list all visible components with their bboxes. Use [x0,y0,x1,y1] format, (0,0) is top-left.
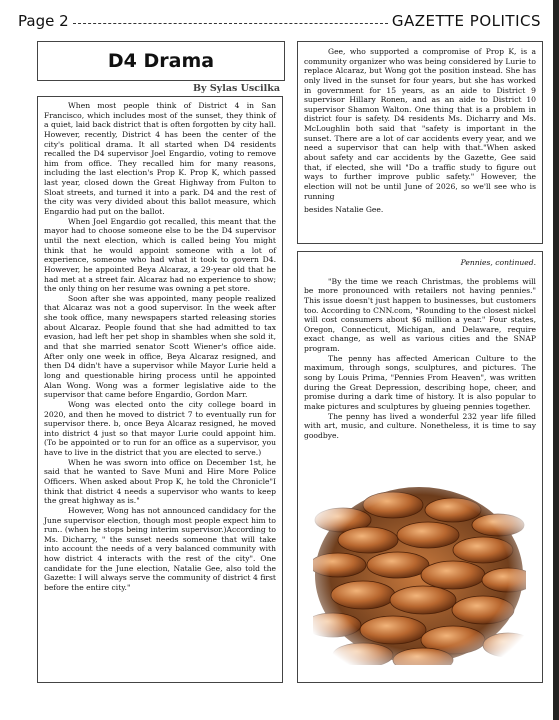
article-paragraph: Soon after she was appointed, many people realized that Alcaraz was not a good supervisor. In the week after she took office, many newspapers started releasing stories about Alcaraz. People found that she had admitted to tax evasion, had left her pet shop in shambles when she sold it, and that she married senator Scott Wiener's office aide. After only one week in office, Beya Alcaraz resigned, and then D4 didn't have a supervisor while Mayor Lurie held a long and questionable hiring process until he appointed Alan Wong. Wong was a former legislative aide to the supervisor that came before Engardio, Gordon Marr. [44,293,276,400]
article-paragraph: Gee, who supported a compromise of Prop K, is a community organizer who was being considered by Lurie to replace Alcaraz, but Wong got the position instead. She has only lived in the sunset for four years, but she has worked in government for 15 years, as an aide to District 9 supervisor Hillary Ronen, and as an aide to District 10 supervisor Shamon Walton. One thing that is a problem in district four is safety. D4 residents Ms. Dicharry and Ms. McLoughlin both said that "safety is important in the sunset. There are a lot of car accidents every year, and we need a supervisor that can help with that."When asked about safety and car accidents by the Gazette, Gee said that, if elected, she will "Do a traffic study to figure out ways to further improve public safety." However, the election will not be until June of 2026, so we'll see who is running [304,47,536,201]
page-number: Page 2 [18,12,69,30]
article-title: D4 Drama [107,50,215,72]
article-paragraph: besides Natalie Gee. [304,205,384,215]
section-name: GAZETTE POLITICS [391,12,541,30]
article-title-box [37,41,285,81]
continued-label: Pennies, continued. [460,258,536,267]
article-paragraph: When most people think of District 4 in San Francisco, which includes most of the sunset, they think of a quiet, laid back district that is often forgotten by city hall. However, recently, District 4 has been the center of the city's political drama. It all started when D4 residents recalled the D4 supervisor Joel Engardio, voting to remove him from office. They recalled him for many reasons, including the last election's Prop K. Prop K, which passed last year, closed down the Great Highway from Fulton to Sloat streets, and turned it into a park. D4 and the rest of the city was very divided about this ballot measure, which Engardio had put on the ballot. [44,101,276,217]
pennies-paragraph: The penny has affected American Culture to the maximum, through songs, sculptures, and pictures. The song by Louis Prima, "Pennies From Heaven", was written during the Great Depression, describing hope, cheer, and promise during a dark time of history. It is also popular to make pictures and sculptures by glueing pennies together. [304,353,536,411]
pennies-image-icon [313,480,526,665]
article-body-left-column [37,96,283,683]
pennies-paragraph: The penny has lived a wonderful 232 year life filled with art, music, and culture. Nonetheless, it is time to say goodbye. [304,411,536,440]
page-header [18,10,541,32]
article-paragraph: When he was sworn into office on December 1st, he said that he wanted to Save Muni and Hire More Police Officers. When asked about Prop K, he told the Chronicle"I think that district 4 needs a supervisor who wants to keep the great highway as is." [44,457,276,506]
article-byline: By Sylas Uscilka [192,83,280,94]
pennies-paragraph: "By the time we reach Christmas, the problems will be more pronounced with retailers not having pennies." This issue doesn't just happen to businesses, but customers too. According to CNN.com, "Rounding to the closest nickel will cost consumers about $6 million a year." Four states, Oregon, Connecticut, Michigan, and Delaware, require exact change, as well as various cities and the SNAP program. [304,276,536,354]
header-dashed-rule [73,23,388,24]
page-edge-bar [553,0,559,720]
article-paragraph: However, Wong has not announced candidacy for the June supervisor election, though most people expect him to run.. (when he stops being interim supervisor.)According to Ms. Dicharry, " the sunset needs someone that will take into account the needs of a very balanced community with how district 4 interacts with the rest of the city". One candidate for the June election, Natalie Gee, also told the Gazette: I will always serve the community of district 4 first before the entire city." [44,505,276,593]
pile-of-pennies-photo [313,480,526,665]
article-paragraph: When Joel Engardio got recalled, this meant that the mayor had to choose someone else to be the D4 supervisor until the next election, which is called being You might think that he would appoint someone with a lot of experience, someone who had what it took to govern D4. However, he appointed Beya Alcaraz, a 29-year old that he had met at a street fair. Alcaraz had no experience to show; the only thing on her resume was owning a pet store. [44,216,276,294]
article-continuation-box [297,41,543,244]
article-paragraph: Wong was elected onto the city college board in 2020, and then he moved to district 7 to eventually run for supervisor there. b, once Beya Alcaraz resigned, he moved into district 4 just so that mayor Lurie could appoint him. (To be appointed or to run for an office as a supervisor, you have to live in the district that you are elected to serve.) [44,399,276,458]
